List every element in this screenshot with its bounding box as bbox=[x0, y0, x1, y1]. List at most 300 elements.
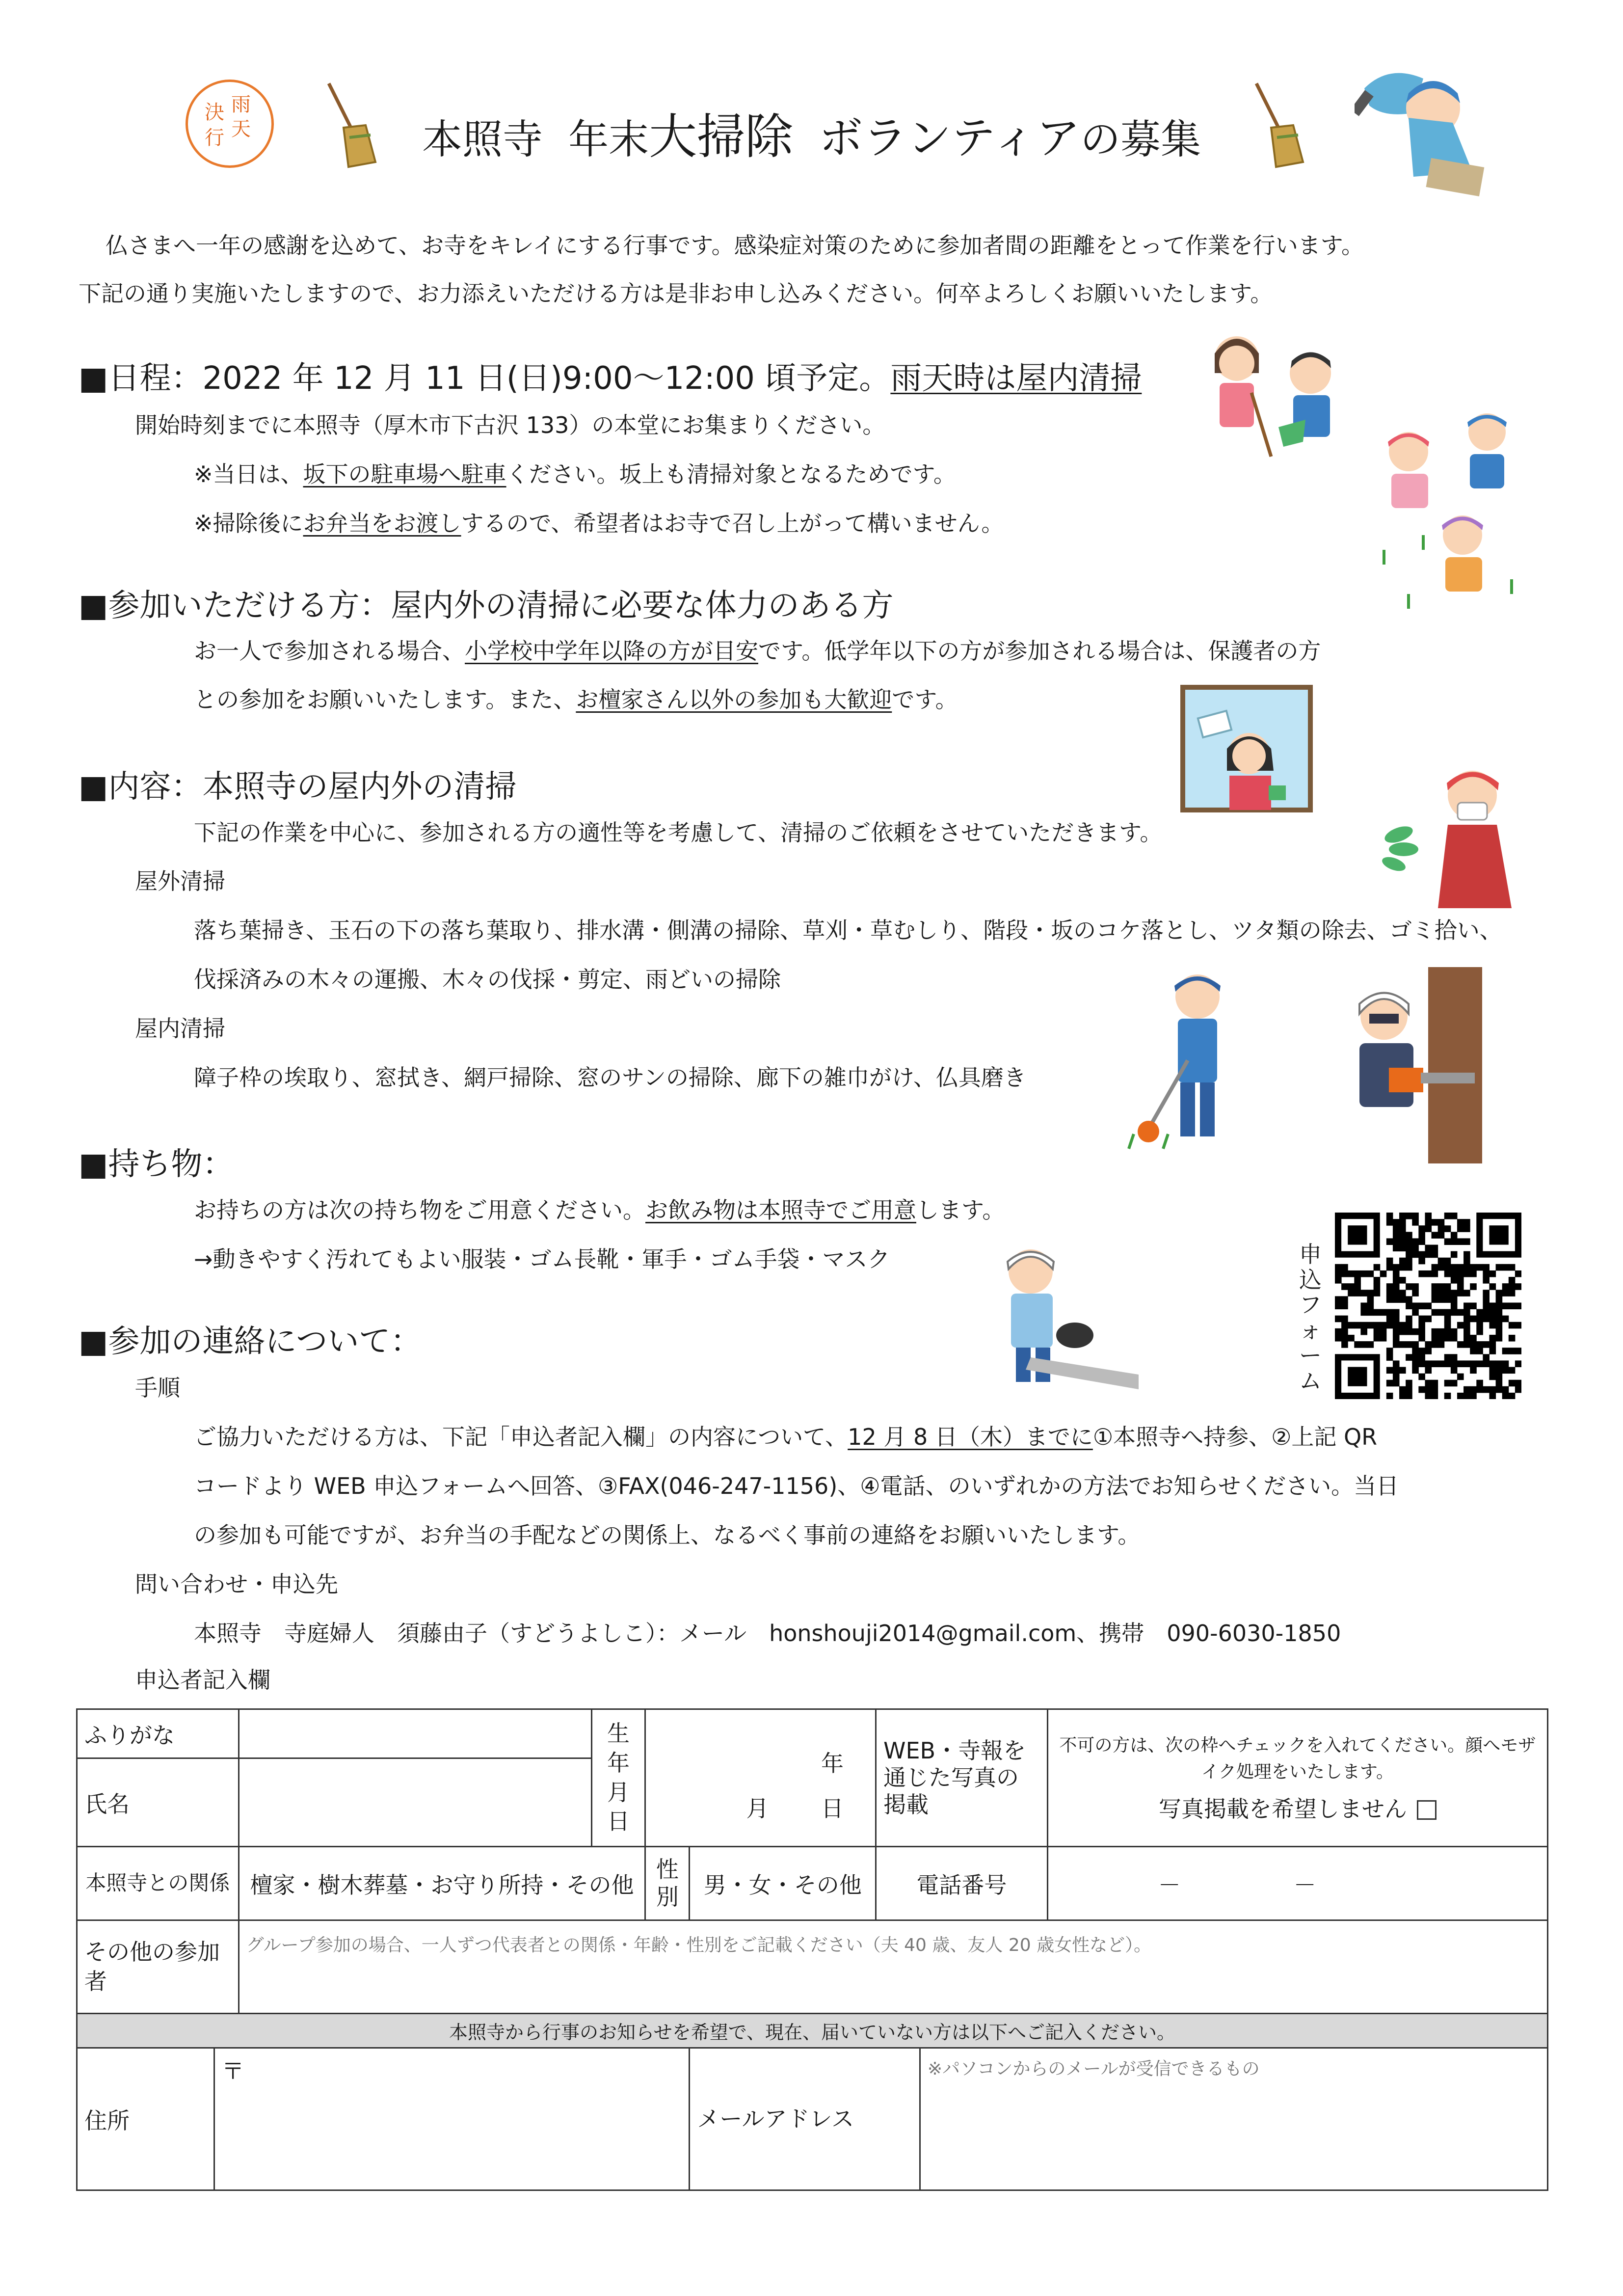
qr-module bbox=[1457, 1277, 1464, 1284]
qr-module bbox=[1406, 1251, 1412, 1258]
qr-module bbox=[1399, 1219, 1406, 1226]
qr-module bbox=[1374, 1283, 1381, 1290]
qr-module bbox=[1425, 1367, 1432, 1374]
other-participants-label: その他の参加者 bbox=[77, 1920, 239, 2014]
qr-module bbox=[1393, 1270, 1400, 1277]
qr-module bbox=[1457, 1238, 1464, 1245]
body-text: です。 bbox=[892, 686, 958, 713]
qr-module bbox=[1496, 1302, 1503, 1309]
application-form-qr-code[interactable] bbox=[1335, 1213, 1521, 1399]
belongings-line bbox=[194, 1197, 1005, 1224]
body-text: お持ちの方は次の持ち物をご用意ください。 bbox=[194, 1197, 645, 1223]
qr-module bbox=[1509, 1348, 1516, 1354]
qr-module bbox=[1341, 1322, 1348, 1329]
qr-module bbox=[1463, 1393, 1470, 1399]
qr-module bbox=[1406, 1213, 1412, 1219]
other-participants-input[interactable] bbox=[239, 1920, 1547, 2014]
children-sweeping-illustration bbox=[1197, 319, 1350, 466]
qr-module bbox=[1502, 1316, 1509, 1323]
qr-module bbox=[1393, 1296, 1400, 1303]
other-participants-hint: グループ参加の場合、一人ずつ代表者との関係・年齢・性別をご記載ください（夫 40 歳、友人 20 歳女性など）。 bbox=[246, 1935, 1152, 1955]
form-title: 申込者記入欄 bbox=[135, 1667, 270, 1693]
qr-module bbox=[1438, 1360, 1445, 1367]
qr-module bbox=[1418, 1348, 1425, 1354]
procedure-line: コードより WEB 申込フォームへ回答、③FAX(046-247-1156)、④電話、のいずれかの方法でお知らせください。当日 bbox=[194, 1473, 1399, 1499]
qr-module bbox=[1335, 1264, 1342, 1271]
note-text: するので、希望者はお寺で召し上がって構いません。 bbox=[461, 510, 1004, 537]
qr-module bbox=[1451, 1290, 1458, 1297]
qr-module bbox=[1374, 1264, 1381, 1271]
qr-module bbox=[1367, 1309, 1374, 1316]
note-text: ※掃除後に bbox=[194, 510, 303, 537]
qr-module bbox=[1406, 1354, 1412, 1361]
window-cleaning-illustration bbox=[1180, 685, 1313, 812]
qr-module bbox=[1451, 1296, 1458, 1303]
qr-module bbox=[1451, 1380, 1458, 1387]
qr-module bbox=[1470, 1341, 1477, 1348]
phone-format: － － bbox=[1158, 1871, 1316, 1898]
lunch-note bbox=[194, 510, 1004, 537]
procedure-title: 手順 bbox=[135, 1375, 180, 1401]
relation-options[interactable]: 檀家・樹木葬墓・お守り所持・その他 bbox=[239, 1847, 645, 1920]
qr-module bbox=[1463, 1270, 1470, 1277]
furigana-label: ふりがな bbox=[77, 1709, 239, 1758]
qr-module bbox=[1444, 1296, 1451, 1303]
qr-module bbox=[1432, 1360, 1438, 1367]
outdoor-title: 屋外清掃 bbox=[135, 868, 225, 894]
body-text: します。 bbox=[916, 1197, 1005, 1223]
qr-module bbox=[1399, 1264, 1406, 1271]
qr-module bbox=[1438, 1309, 1445, 1316]
qr-module bbox=[1451, 1251, 1458, 1258]
qr-module bbox=[1463, 1238, 1470, 1245]
qr-module bbox=[1380, 1335, 1387, 1342]
stamp-char: 決 bbox=[205, 101, 224, 124]
qr-module bbox=[1457, 1290, 1464, 1297]
qr-module bbox=[1393, 1380, 1400, 1387]
application-form bbox=[76, 1708, 1548, 2191]
qr-module bbox=[1341, 1264, 1348, 1271]
gender-options[interactable]: 男・女・その他 bbox=[690, 1847, 876, 1920]
qr-module bbox=[1386, 1354, 1393, 1361]
qr-module bbox=[1489, 1283, 1496, 1290]
contact-heading: ■参加の連絡について： bbox=[79, 1324, 422, 1360]
qr-module bbox=[1451, 1302, 1458, 1309]
qr-module bbox=[1418, 1335, 1425, 1342]
title-cleaning: 大掃除 bbox=[649, 109, 794, 165]
qr-module bbox=[1496, 1360, 1503, 1367]
qr-module bbox=[1463, 1328, 1470, 1335]
qr-module bbox=[1386, 1290, 1393, 1297]
qr-module bbox=[1463, 1258, 1470, 1265]
qr-module bbox=[1496, 1322, 1503, 1329]
qr-module bbox=[1496, 1316, 1503, 1323]
qr-module bbox=[1386, 1316, 1393, 1323]
qr-module bbox=[1354, 1322, 1361, 1329]
qr-module bbox=[1451, 1335, 1458, 1342]
qr-module bbox=[1399, 1393, 1406, 1399]
qr-module bbox=[1386, 1380, 1393, 1387]
qr-module bbox=[1483, 1302, 1490, 1309]
qr-module bbox=[1470, 1360, 1477, 1367]
floor-wiping-person-illustration bbox=[1355, 59, 1502, 201]
qr-module bbox=[1509, 1367, 1516, 1374]
photo-optout-checkbox[interactable] bbox=[1417, 1800, 1437, 1820]
qr-module bbox=[1509, 1290, 1516, 1297]
qr-module bbox=[1470, 1393, 1477, 1399]
qr-module bbox=[1412, 1213, 1419, 1219]
qr-module bbox=[1367, 1296, 1374, 1303]
qr-module bbox=[1457, 1374, 1464, 1380]
qr-module bbox=[1425, 1386, 1432, 1393]
qr-module bbox=[1341, 1335, 1348, 1342]
qr-module bbox=[1418, 1374, 1425, 1380]
gutter-cleaning-person-illustration bbox=[977, 1237, 1144, 1394]
qr-module bbox=[1393, 1219, 1400, 1226]
qr-module bbox=[1476, 1316, 1483, 1323]
qr-module bbox=[1444, 1322, 1451, 1329]
qr-module bbox=[1354, 1270, 1361, 1277]
qr-module bbox=[1418, 1238, 1425, 1245]
qr-module bbox=[1348, 1283, 1355, 1290]
qr-module bbox=[1335, 1335, 1342, 1342]
qr-module bbox=[1367, 1322, 1374, 1329]
body-emphasis: お檀家さん以外の参加も大歓迎 bbox=[576, 686, 892, 713]
qr-module bbox=[1418, 1316, 1425, 1323]
qr-module bbox=[1502, 1360, 1509, 1367]
qr-module bbox=[1412, 1302, 1419, 1309]
qr-module bbox=[1412, 1367, 1419, 1374]
photo-optout-label: 写真掲載を希望しません bbox=[1158, 1795, 1407, 1822]
qr-module bbox=[1470, 1316, 1477, 1323]
relation-label: 本照寺との関係 bbox=[77, 1847, 239, 1920]
qr-module bbox=[1406, 1238, 1412, 1245]
participants-line bbox=[194, 686, 958, 713]
qr-module bbox=[1399, 1232, 1406, 1239]
stamp-char: 雨 bbox=[231, 93, 251, 116]
qr-module bbox=[1438, 1283, 1445, 1290]
qr-module bbox=[1341, 1296, 1348, 1303]
indoor-title: 屋内清掃 bbox=[135, 1015, 225, 1042]
qr-module bbox=[1463, 1386, 1470, 1393]
children-weeding-illustration bbox=[1364, 407, 1531, 614]
qr-module bbox=[1367, 1290, 1374, 1297]
qr-module bbox=[1483, 1341, 1490, 1348]
qr-module bbox=[1496, 1386, 1503, 1393]
photo-optout-cell bbox=[1047, 1709, 1547, 1847]
stamp-char: 天 bbox=[231, 118, 251, 140]
note-text: ※当日は、 bbox=[194, 461, 303, 487]
chainsaw-tree-cutting-illustration bbox=[1330, 962, 1497, 1168]
procedure-line bbox=[194, 1424, 1377, 1451]
qr-module bbox=[1451, 1360, 1458, 1367]
qr-module bbox=[1412, 1251, 1419, 1258]
qr-module bbox=[1412, 1348, 1419, 1354]
qr-finder bbox=[1348, 1367, 1367, 1386]
notice-bar: 本照寺から行事のお知らせを希望で、現在、届いていない方は以下へご記入ください。 bbox=[77, 2014, 1548, 2048]
qr-module bbox=[1438, 1219, 1445, 1226]
qr-module bbox=[1412, 1283, 1419, 1290]
qr-module bbox=[1393, 1367, 1400, 1374]
qr-module bbox=[1438, 1232, 1445, 1239]
qr-module bbox=[1406, 1316, 1412, 1323]
qr-module bbox=[1399, 1367, 1406, 1374]
belongings-items: →動きやすく汚れてもよい服装・ゴム長靴・軍手・ゴム手袋・マスク bbox=[194, 1246, 890, 1272]
qr-module bbox=[1483, 1354, 1490, 1361]
qr-module bbox=[1463, 1309, 1470, 1316]
name-input[interactable] bbox=[239, 1758, 591, 1847]
qr-module bbox=[1483, 1270, 1490, 1277]
content-heading: ■内容：本照寺の屋内外の清掃 bbox=[79, 769, 517, 805]
qr-module bbox=[1432, 1393, 1438, 1399]
qr-module bbox=[1432, 1341, 1438, 1348]
qr-module bbox=[1432, 1264, 1438, 1271]
note-text: ください。坂上も清掃対象となるためです。 bbox=[506, 461, 956, 487]
broom-icon bbox=[1247, 79, 1310, 172]
qr-module bbox=[1489, 1341, 1496, 1348]
qr-module bbox=[1393, 1309, 1400, 1316]
qr-module bbox=[1393, 1238, 1400, 1245]
qr-module bbox=[1496, 1264, 1503, 1271]
body-text: ①本照寺へ持参、②上記 QR bbox=[1092, 1424, 1378, 1450]
qr-module bbox=[1496, 1309, 1503, 1316]
qr-module bbox=[1406, 1322, 1412, 1329]
qr-module bbox=[1406, 1296, 1412, 1303]
qr-module bbox=[1348, 1322, 1355, 1329]
qr-module bbox=[1393, 1283, 1400, 1290]
qr-module bbox=[1399, 1386, 1406, 1393]
qr-module bbox=[1457, 1360, 1464, 1367]
body-emphasis: 小学校中学年以降の方が目安 bbox=[465, 638, 758, 664]
qr-module bbox=[1418, 1322, 1425, 1329]
qr-module bbox=[1483, 1360, 1490, 1367]
email-input[interactable] bbox=[920, 2048, 1547, 2190]
qr-module bbox=[1444, 1328, 1451, 1335]
qr-module bbox=[1360, 1270, 1367, 1277]
qr-module bbox=[1386, 1367, 1393, 1374]
furigana-input[interactable] bbox=[239, 1709, 591, 1758]
qr-module bbox=[1515, 1386, 1521, 1393]
qr-module bbox=[1406, 1283, 1412, 1290]
qr-code-icon bbox=[1335, 1213, 1521, 1399]
outdoor-tasks: 伐採済みの木々の運搬、木々の伐採・剪定、雨どいの掃除 bbox=[194, 966, 781, 993]
qr-module bbox=[1386, 1219, 1393, 1226]
inquiry-title: 問い合わせ・申込先 bbox=[135, 1571, 338, 1597]
qr-module bbox=[1367, 1270, 1374, 1277]
qr-module bbox=[1476, 1360, 1483, 1367]
qr-module bbox=[1432, 1335, 1438, 1342]
intro-line: 下記の通り実施いたしますので、お力添えいただける方は是非お申し込みください。何卒よろしくお願いいたします。 bbox=[79, 280, 1273, 307]
qr-module bbox=[1509, 1277, 1516, 1284]
qr-module bbox=[1412, 1354, 1419, 1361]
qr-module bbox=[1335, 1277, 1342, 1284]
qr-module bbox=[1476, 1341, 1483, 1348]
qr-module bbox=[1496, 1335, 1503, 1342]
qr-module bbox=[1374, 1277, 1381, 1284]
qr-module bbox=[1418, 1232, 1425, 1239]
qr-module bbox=[1386, 1238, 1393, 1245]
qr-module bbox=[1444, 1238, 1451, 1245]
phone-label: 電話番号 bbox=[876, 1847, 1048, 1920]
qr-module bbox=[1438, 1328, 1445, 1335]
procedure-line: の参加も可能ですが、お弁当の手配などの関係上、なるべく事前の連絡をお願いいたします。 bbox=[194, 1522, 1141, 1548]
qr-module bbox=[1399, 1258, 1406, 1265]
qr-module bbox=[1386, 1258, 1393, 1265]
qr-module bbox=[1438, 1225, 1445, 1232]
qr-module bbox=[1393, 1232, 1400, 1239]
qr-module bbox=[1348, 1290, 1355, 1297]
qr-module bbox=[1399, 1328, 1406, 1335]
qr-module bbox=[1470, 1335, 1477, 1342]
qr-module bbox=[1489, 1367, 1496, 1374]
qr-module bbox=[1502, 1283, 1509, 1290]
qr-module bbox=[1425, 1348, 1432, 1354]
address-label: 住所 bbox=[77, 2048, 214, 2190]
qr-module bbox=[1374, 1335, 1381, 1342]
qr-module bbox=[1425, 1270, 1432, 1277]
qr-module bbox=[1463, 1225, 1470, 1232]
qr-module bbox=[1451, 1367, 1458, 1374]
qr-module bbox=[1341, 1316, 1348, 1323]
qr-module bbox=[1418, 1360, 1425, 1367]
qr-module bbox=[1444, 1213, 1451, 1219]
schedule-line: 開始時刻までに本照寺（厚木市下古沢 133）の本堂にお集まりください。 bbox=[135, 412, 885, 438]
qr-module bbox=[1406, 1264, 1412, 1271]
qr-module bbox=[1515, 1270, 1521, 1277]
qr-module bbox=[1451, 1264, 1458, 1271]
qr-module bbox=[1386, 1393, 1393, 1399]
qr-module bbox=[1425, 1360, 1432, 1367]
qr-module bbox=[1374, 1309, 1381, 1316]
month-unit: 月 bbox=[746, 1795, 769, 1822]
qr-module bbox=[1489, 1322, 1496, 1329]
qr-module bbox=[1463, 1316, 1470, 1323]
qr-module bbox=[1425, 1341, 1432, 1348]
qr-module bbox=[1412, 1328, 1419, 1335]
qr-module bbox=[1418, 1225, 1425, 1232]
qr-module bbox=[1406, 1393, 1412, 1399]
qr-module bbox=[1386, 1348, 1393, 1354]
title-temple: 本照寺 bbox=[422, 116, 543, 163]
qr-module bbox=[1444, 1335, 1451, 1342]
qr-module bbox=[1412, 1219, 1419, 1226]
qr-module bbox=[1444, 1270, 1451, 1277]
note-emphasis: 坂下の駐車場へ駐車 bbox=[303, 461, 506, 487]
qr-module bbox=[1412, 1238, 1419, 1245]
qr-module bbox=[1360, 1322, 1367, 1329]
qr-module bbox=[1406, 1245, 1412, 1252]
qr-module bbox=[1393, 1360, 1400, 1367]
qr-module bbox=[1335, 1316, 1342, 1323]
qr-module bbox=[1380, 1309, 1387, 1316]
body-text: ご協力いただける方は、下記「申込者記入欄」の内容について、 bbox=[194, 1424, 848, 1450]
qr-module bbox=[1432, 1328, 1438, 1335]
qr-module bbox=[1335, 1302, 1342, 1309]
qr-module bbox=[1393, 1277, 1400, 1284]
qr-module bbox=[1515, 1302, 1521, 1309]
content-line: 下記の作業を中心に、参加される方の適性等を考慮して、清掃のご依頼をさせていただきます。 bbox=[194, 819, 1163, 846]
participants-heading: ■参加いただける方：屋内外の清掃に必要な体力のある方 bbox=[79, 588, 894, 624]
address-input[interactable] bbox=[214, 2048, 690, 2190]
qr-module bbox=[1457, 1309, 1464, 1316]
stamp-char: 行 bbox=[205, 127, 224, 149]
qr-module bbox=[1444, 1264, 1451, 1271]
qr-module bbox=[1502, 1302, 1509, 1309]
qr-module bbox=[1444, 1225, 1451, 1232]
qr-module bbox=[1335, 1296, 1342, 1303]
qr-module bbox=[1457, 1225, 1464, 1232]
qr-module bbox=[1393, 1335, 1400, 1342]
qr-module bbox=[1425, 1316, 1432, 1323]
qr-module bbox=[1418, 1386, 1425, 1393]
qr-module bbox=[1476, 1348, 1483, 1354]
qr-module bbox=[1502, 1393, 1509, 1399]
qr-module bbox=[1496, 1367, 1503, 1374]
qr-module bbox=[1457, 1264, 1464, 1271]
phone-input[interactable] bbox=[1047, 1847, 1547, 1920]
qr-module bbox=[1432, 1309, 1438, 1316]
qr-module bbox=[1463, 1360, 1470, 1367]
qr-module bbox=[1476, 1386, 1483, 1393]
qr-module bbox=[1399, 1213, 1406, 1219]
day-unit: 日 bbox=[821, 1795, 844, 1822]
inquiry-line: 本照寺 寺庭婦人 須藤由子（すどうよしこ）：メール honshouji2014@gmail.com、携帯 090-6030-1850 bbox=[194, 1620, 1341, 1647]
qr-module bbox=[1412, 1245, 1419, 1252]
qr-module bbox=[1438, 1341, 1445, 1348]
qr-module bbox=[1412, 1360, 1419, 1367]
qr-module bbox=[1432, 1232, 1438, 1239]
qr-module bbox=[1502, 1290, 1509, 1297]
qr-module bbox=[1483, 1277, 1490, 1284]
qr-module bbox=[1374, 1290, 1381, 1297]
participants-line bbox=[194, 638, 1321, 665]
name-label: 氏名 bbox=[77, 1758, 239, 1847]
qr-module bbox=[1341, 1302, 1348, 1309]
qr-module bbox=[1444, 1309, 1451, 1316]
birthdate-input[interactable] bbox=[645, 1709, 876, 1847]
qr-module bbox=[1374, 1328, 1381, 1335]
qr-module bbox=[1432, 1245, 1438, 1252]
qr-module bbox=[1515, 1348, 1521, 1354]
qr-module bbox=[1386, 1322, 1393, 1329]
qr-module bbox=[1463, 1322, 1470, 1329]
qr-module bbox=[1463, 1302, 1470, 1309]
qr-module bbox=[1496, 1296, 1503, 1303]
qr-module bbox=[1386, 1264, 1393, 1271]
qr-module bbox=[1341, 1283, 1348, 1290]
qr-module bbox=[1341, 1328, 1348, 1335]
birthdate-label: 生年月日 bbox=[591, 1709, 645, 1847]
qr-module bbox=[1451, 1270, 1458, 1277]
qr-module bbox=[1432, 1290, 1438, 1297]
qr-module bbox=[1348, 1335, 1355, 1342]
qr-module bbox=[1406, 1380, 1412, 1387]
qr-module bbox=[1399, 1238, 1406, 1245]
qr-module bbox=[1367, 1341, 1374, 1348]
qr-module bbox=[1476, 1309, 1483, 1316]
qr-module bbox=[1406, 1302, 1412, 1309]
deadline: 12 月 8 日（木）までに bbox=[848, 1424, 1093, 1450]
qr-module bbox=[1418, 1354, 1425, 1361]
qr-module bbox=[1457, 1322, 1464, 1329]
qr-module bbox=[1418, 1258, 1425, 1265]
qr-module bbox=[1348, 1270, 1355, 1277]
body-emphasis: お飲み物は本照寺でご用意 bbox=[645, 1197, 916, 1223]
qr-module bbox=[1502, 1367, 1509, 1374]
qr-module bbox=[1425, 1245, 1432, 1252]
qr-module bbox=[1515, 1283, 1521, 1290]
qr-module bbox=[1425, 1219, 1432, 1226]
